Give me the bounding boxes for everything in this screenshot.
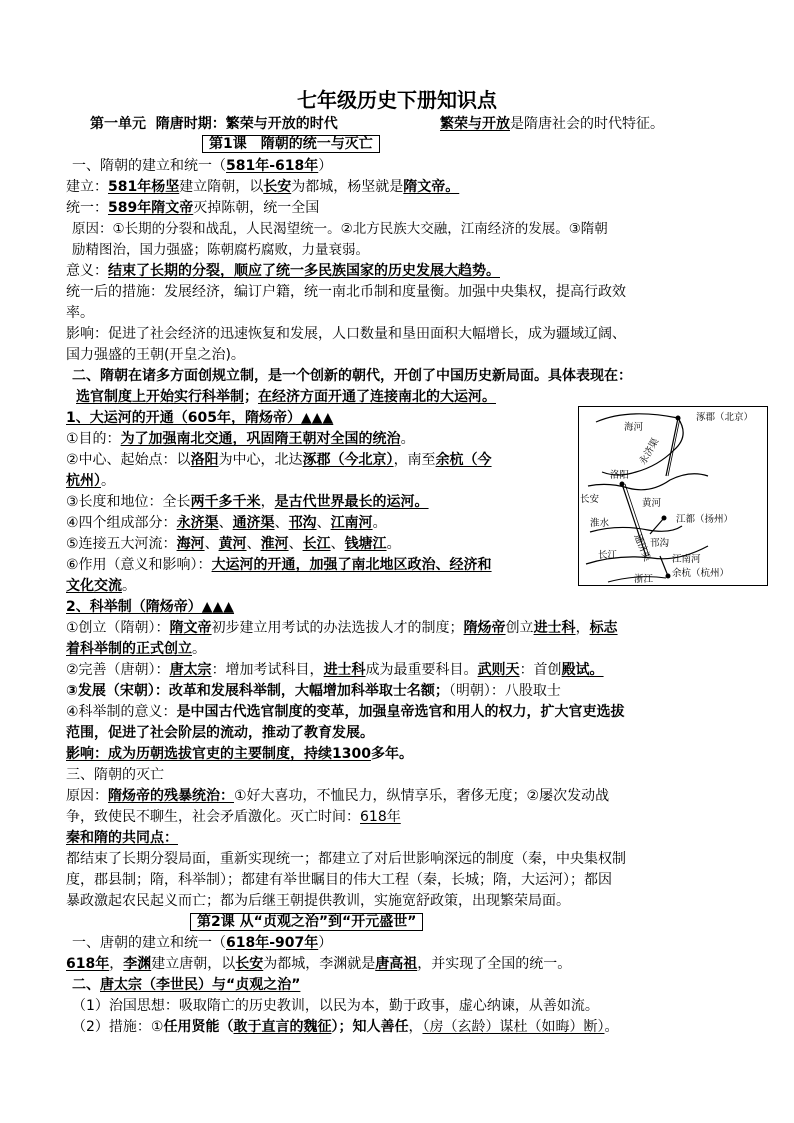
- t: 创立: [505, 620, 534, 636]
- common-3: 暴政激起农民起义而亡；都为后继王朝提供教训，实施宽舒政策，出现繁荣局面。: [66, 893, 570, 909]
- luoyang-marker: [620, 482, 625, 487]
- keju-meaning-1: [66, 702, 625, 722]
- t: ）: [318, 935, 333, 951]
- t: 灭掉陈朝，统一全国: [193, 200, 320, 216]
- t: ，并实现了全国的统一。: [417, 956, 572, 972]
- jiangdu-marker: [662, 516, 667, 521]
- yongji-canal: [666, 418, 678, 476]
- t: 殿试。: [561, 662, 604, 678]
- t: 隋炀帝的残暴统治：: [108, 788, 234, 804]
- keju-create-2: [66, 639, 206, 659]
- l2-section2-title: [72, 975, 300, 995]
- t: 结束了长期的分裂，顺应了统一多民族国家的历史发展大趋势。: [108, 263, 500, 279]
- map-label-luoyang: 洛阳: [610, 470, 630, 481]
- l1-establish: [66, 177, 459, 197]
- keju-create-1: [66, 618, 618, 638]
- t: 钱塘江: [344, 536, 387, 552]
- t: 、: [316, 515, 331, 531]
- t: 2、科举制（隋炀帝）▲▲▲: [66, 599, 235, 615]
- t: （明朝）：八股取士: [448, 683, 561, 699]
- t: 唐高祖: [375, 956, 418, 972]
- t: 余杭（今: [435, 452, 492, 468]
- t: 长安: [263, 179, 292, 195]
- canal-purpose: [66, 429, 415, 449]
- t: 原因：: [66, 788, 108, 804]
- t: ①好大喜功，不恤民力，纵情享乐，奢侈无度；②屡次发动战: [234, 788, 610, 804]
- t: 文化交流: [66, 578, 122, 594]
- t: ⑤连接五大河流：: [66, 536, 177, 552]
- t: 通济渠: [232, 515, 275, 531]
- t: 、: [246, 536, 261, 552]
- t: 武则天: [477, 662, 520, 678]
- t: 618年-907年: [226, 935, 319, 951]
- t: ，: [260, 494, 275, 510]
- document-title: 七年级历史下册知识点: [297, 88, 497, 112]
- unit-feature: [440, 114, 664, 134]
- t: ：增加考试科目，: [211, 662, 324, 678]
- map-label-changjiang: 长江: [598, 550, 618, 561]
- t: 涿郡（今北京）: [302, 452, 394, 468]
- t: 唐太宗: [169, 662, 212, 678]
- t: ）；: [331, 1019, 353, 1035]
- t: 淮河: [260, 536, 289, 552]
- map-label-huaishui: 淮水: [590, 518, 610, 529]
- lesson1-heading-text: 第1课 隋朝的统一与灭亡: [202, 135, 380, 153]
- lesson2-heading: [190, 912, 423, 932]
- common-2: 度，郡县制；隋，科举制）；都建有举世瞩目的伟大工程（秦，长城；隋，大运河）；都因: [66, 872, 612, 888]
- s1-title-text: 一、隋朝的建立和统一（: [72, 158, 226, 174]
- map-label-huanghe: 黄河: [642, 498, 662, 509]
- keju-title: [66, 597, 234, 617]
- t: 隋炀帝: [463, 620, 506, 636]
- t: 知人善任: [352, 1019, 409, 1035]
- t: ，: [575, 620, 590, 636]
- keju-influence: [66, 744, 413, 764]
- t: 建立唐朝，以: [151, 956, 236, 972]
- t: 敢于直言的魏征: [233, 1019, 332, 1035]
- t: 、: [288, 536, 303, 552]
- t: 一、唐朝的建立和统一（: [72, 935, 226, 951]
- t: 隋文帝: [169, 620, 212, 636]
- t: 、: [274, 515, 289, 531]
- t: 统一：: [66, 200, 108, 216]
- unit-feature-key: 繁荣与开放: [440, 116, 510, 132]
- t: 黄河: [218, 536, 247, 552]
- keju-meaning-2: 范围，促进了社会阶层的流动，推动了教育发展。: [66, 725, 374, 741]
- lesson1-heading: [202, 134, 380, 154]
- l1-section3-title: 三、隋朝的灭亡: [66, 767, 164, 783]
- t: 两千多千米: [190, 494, 261, 510]
- t: 影响：成为历朝选拔官吏的主要制度，持续: [66, 746, 332, 762]
- t: 。: [372, 515, 387, 531]
- canal-rivers: [66, 534, 401, 554]
- t: 为中心，北达: [218, 452, 303, 468]
- canal-title: [66, 408, 333, 428]
- t: 进士科: [323, 662, 366, 678]
- l1-impact-1: 影响：促进了社会经济的迅速恢复和发展，人口数量和垦田面积大幅增长，成为疆域辽阔、: [66, 326, 626, 342]
- t: 在经济方面开通了连接南北的大运河。: [258, 389, 496, 405]
- t: ③发展（宋朝）：改革和发展科举制，大幅增加科举取士名额；: [66, 683, 449, 699]
- map-label-zhuojun: 涿郡（北京）: [696, 412, 754, 423]
- t: （房（玄龄）谋杜（如晦）断）: [422, 1019, 605, 1035]
- t: 。: [122, 578, 136, 594]
- canal-length: [66, 492, 429, 512]
- t: （2）措施：①: [72, 1019, 164, 1035]
- s1-close: ）: [318, 158, 333, 174]
- t: ，: [109, 956, 124, 972]
- t: 着科举制的正式创立: [66, 641, 192, 657]
- t: 与“贞观之治”: [212, 977, 301, 993]
- l1-section2-items: [76, 387, 496, 407]
- l1-impact-2: 国力强盛的王朝(开皇之治)。: [66, 347, 245, 363]
- t: 永济渠: [176, 515, 219, 531]
- t: 1300: [332, 746, 371, 762]
- t: ，: [408, 1019, 423, 1035]
- l1-section2-title: 二、隋朝在诸多方面创规立制，是一个创新的朝代，开创了中国历史新局面。具体表现在：: [72, 368, 632, 384]
- map-label-haihe: 海河: [624, 422, 644, 433]
- grand-canal-map: [578, 406, 768, 586]
- zhuojun-marker: [676, 416, 681, 421]
- t: 618年: [360, 809, 401, 825]
- t: 589年隋文帝: [108, 200, 194, 216]
- t: 大运河的开通，加强了南北地区政治、经济和: [211, 557, 492, 573]
- t: 二、: [72, 977, 100, 993]
- map-label-hangou: 邗沟: [650, 538, 670, 549]
- t: 初步建立用考试的办法选拔人才的制度；: [211, 620, 464, 636]
- t: 618年: [66, 956, 110, 972]
- map-label-jiangdu: 江都（扬州）: [676, 514, 734, 525]
- canal-effect-1: [66, 555, 492, 575]
- canal-center-2: [66, 471, 115, 491]
- t: ②中心、起始点：以: [66, 452, 191, 468]
- l1-reason-1: 原因：①长期的分裂和战乱，人民渴望统一。②北方民族大交融，江南经济的发展。③隋朝: [72, 221, 608, 237]
- t: ①创立（隋朝）：: [66, 620, 170, 636]
- t: 意义：: [66, 263, 108, 279]
- yellow-river: [588, 474, 708, 490]
- unit-heading: [90, 114, 338, 134]
- map-label-jiangnanhe: 江南河: [672, 554, 701, 565]
- t: ，南至: [393, 452, 436, 468]
- t: 为都城，杨坚就是: [291, 179, 404, 195]
- unit-label: 第一单元: [90, 116, 146, 132]
- t: 选官制度上开始实行科举制: [76, 389, 244, 405]
- t: 。: [386, 536, 401, 552]
- t: 标志: [589, 620, 618, 636]
- t: 、: [218, 515, 233, 531]
- l1-unify: [66, 198, 319, 218]
- unit-feature-text: 是隋唐社会的时代特征。: [510, 116, 664, 132]
- t: 争，致使民不聊生，社会矛盾激化。灭亡时间：: [66, 809, 360, 825]
- t: 。: [604, 1019, 619, 1035]
- map-label-yuhang: 余杭（杭州）: [672, 568, 730, 579]
- l1-measures-2: 率。: [66, 305, 94, 321]
- yuhang-marker: [666, 574, 671, 579]
- t: 长安: [235, 956, 264, 972]
- t: 任用贤能（: [163, 1019, 234, 1035]
- t: ：首创: [519, 662, 562, 678]
- t: 为了加强南北交通，巩固隋王朝对全国的统治: [120, 431, 401, 447]
- yongji-canal-bank: [668, 418, 680, 476]
- common-1: 都结束了长期分裂局面，重新实现统一；都建立了对后世影响深远的制度（秦，中央集权制: [66, 851, 626, 867]
- t: 、: [330, 536, 345, 552]
- l2-section1-title: [72, 933, 332, 953]
- t: 唐太宗（李世民）: [100, 977, 212, 993]
- l1-reason-2: 励精图治，国力强盛；陈朝腐朽腐败，力量衰弱。: [72, 242, 369, 258]
- t: 海河: [176, 536, 205, 552]
- s1-years: 581年-618年: [226, 158, 319, 174]
- t: 江南河: [330, 515, 373, 531]
- t: 杭州）: [66, 473, 101, 489]
- t: 。: [192, 641, 206, 657]
- canal-parts: [66, 513, 387, 533]
- t: 李渊: [123, 956, 152, 972]
- l2-measures: [72, 1017, 618, 1037]
- t: 进士科: [533, 620, 576, 636]
- t: 秦和隋的共同点：: [66, 830, 178, 846]
- map-label-zhejiang: 浙江: [634, 574, 654, 585]
- t: ④四个组成部分：: [66, 515, 177, 531]
- t: 、: [204, 536, 219, 552]
- t: ⑥作用（意义和影响）：: [66, 557, 212, 573]
- t: 邗沟: [288, 515, 317, 531]
- t: 1、大运河的开通（605年，隋炀帝）▲▲▲: [66, 410, 334, 426]
- t: 建立：: [66, 179, 108, 195]
- t: 。: [101, 473, 115, 489]
- lesson2-heading-text: 第2课 从“贞观之治”到“开元盛世”: [190, 913, 423, 931]
- canal-effect-2: [66, 576, 136, 596]
- l2-establish: [66, 954, 571, 974]
- l2-idea: （1）治国思想：吸取隋亡的历史教训，以民为本，勤于政事，虚心纳谏，从善如流。: [72, 998, 599, 1014]
- t: 为都城，李渊就是: [263, 956, 376, 972]
- fall-reason-1: [66, 786, 609, 806]
- keju-improve: [66, 660, 604, 680]
- t: 建立隋朝，以: [179, 179, 264, 195]
- t: ；: [244, 389, 258, 405]
- l1-measures-1: 统一后的措施：发展经济，编订户籍，统一南北币制和度量衡。加强中央集权，提高行政效: [66, 284, 626, 300]
- t: 洛阳: [190, 452, 219, 468]
- t: 是古代世界最长的运河。: [274, 494, 429, 510]
- t: ①目的：: [66, 431, 121, 447]
- l1-meaning: [66, 261, 500, 281]
- l1-section1-title: [72, 156, 332, 176]
- t: 隋文帝。: [403, 179, 460, 195]
- map-label-tongji: 通济渠: [631, 532, 653, 564]
- fall-reason-2: [66, 807, 401, 827]
- t: 多年。: [370, 746, 413, 762]
- t: ④科举制的意义：: [66, 704, 177, 720]
- map-label-changan: 长安: [580, 494, 600, 505]
- t: ②完善（唐朝）：: [66, 662, 170, 678]
- keju-develop: [66, 681, 561, 701]
- t: 长江: [302, 536, 331, 552]
- t: 581年杨坚: [108, 179, 180, 195]
- t: 成为最重要科目。: [365, 662, 478, 678]
- map-label-yongji: 永济渠: [637, 436, 662, 467]
- canal-center-1: [66, 450, 492, 470]
- t: 。: [400, 431, 415, 447]
- t: ③长度和地位：全长: [66, 494, 191, 510]
- common-title: [66, 828, 178, 848]
- t: 是中国古代选官制度的变革，加强皇帝选官和用人的权力，扩大官吏选拔: [176, 704, 625, 720]
- unit-name: 隋唐时期：繁荣与开放的时代: [155, 116, 338, 132]
